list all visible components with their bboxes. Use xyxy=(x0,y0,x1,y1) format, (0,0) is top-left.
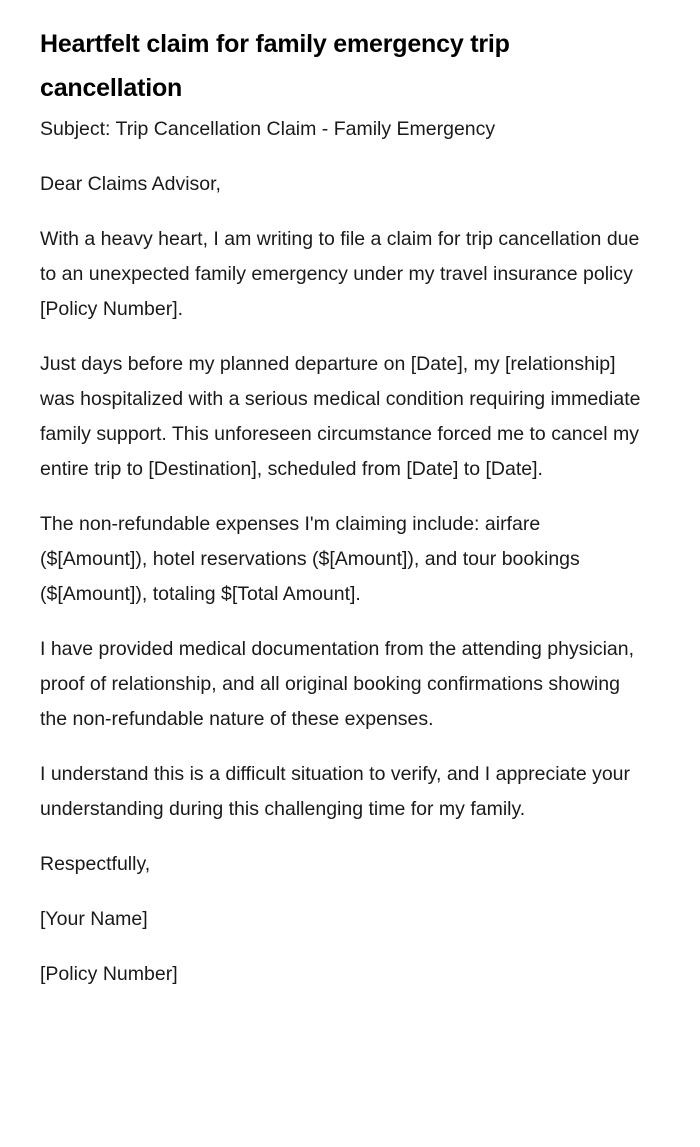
salutation: Dear Claims Advisor, xyxy=(40,173,221,195)
body-paragraph: I understand this is a difficult situation to verify, and I appreciate your understanding during this challenging time for my family. xyxy=(40,763,631,820)
closing: Respectfully, xyxy=(40,853,151,875)
signature-name: [Your Name] xyxy=(40,908,148,930)
letter-title: Heartfelt claim for family emergency trip cancellation xyxy=(40,30,510,102)
signature-policy-number: [Policy Number] xyxy=(40,963,178,985)
body-paragraph: With a heavy heart, I am writing to file a claim for trip cancellation due to an unexpected family emergency under my travel insurance policy [Policy Number]. xyxy=(40,228,640,320)
subject-line: Subject: Trip Cancellation Claim - Family Emergency xyxy=(40,118,496,140)
body-paragraph: Just days before my planned departure on [Date], my [relationship] was hospitalized with a serious medical condition requiring immediate family support. This unforeseen circumstance forced me to cancel my entire trip to [Destination], scheduled from [Date] to [Date]. xyxy=(40,353,641,480)
body-paragraph: I have provided medical documentation from the attending physician, proof of relationship, and all original booking confirmations showing the non-refundable nature of these expenses. xyxy=(40,638,635,730)
body-paragraph: The non-refundable expenses I'm claiming include: airfare ($[Amount]), hotel reservations ($[Amount]), and tour bookings ($[Amount]), totaling $[Total Amount]. xyxy=(40,513,580,605)
